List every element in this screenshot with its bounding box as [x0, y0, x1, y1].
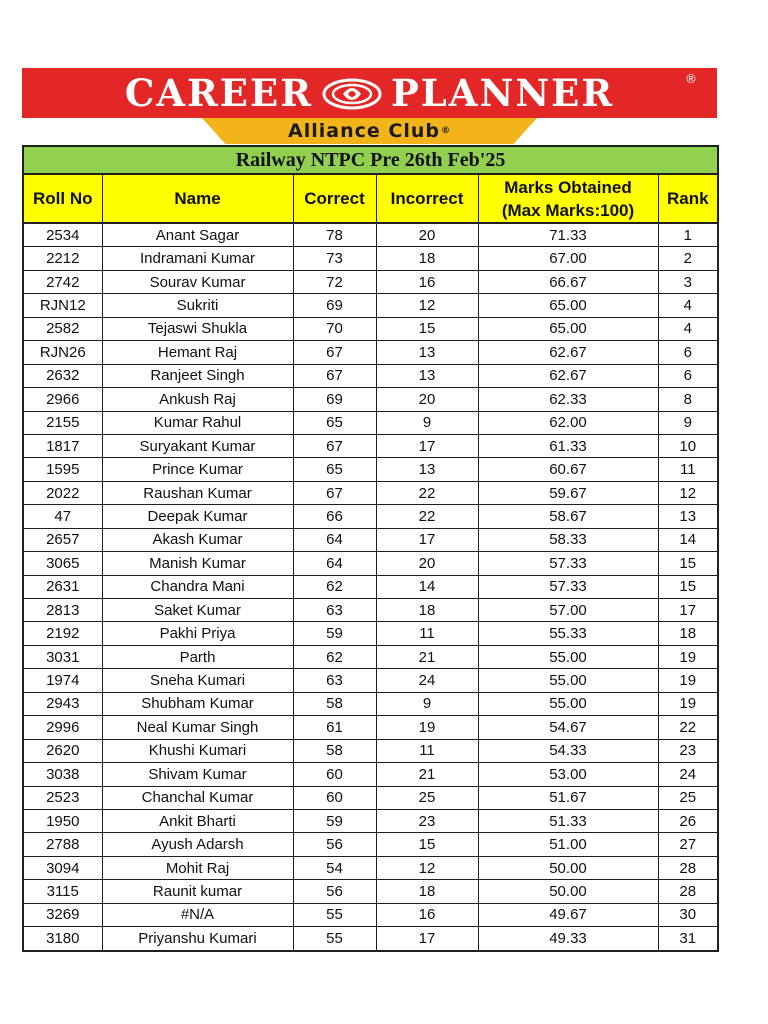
roll-no-cell: 3094	[23, 856, 102, 879]
rank-cell: 4	[658, 317, 718, 340]
incorrect-cell: 22	[376, 505, 478, 528]
marks-cell: 49.67	[478, 903, 658, 926]
rank-cell: 10	[658, 434, 718, 457]
incorrect-cell: 13	[376, 458, 478, 481]
name-cell: Akash Kumar	[102, 528, 293, 551]
marks-cell: 65.00	[478, 317, 658, 340]
marks-cell: 58.67	[478, 505, 658, 528]
marks-cell: 54.67	[478, 716, 658, 739]
rank-cell: 2	[658, 247, 718, 270]
rank-cell: 26	[658, 809, 718, 832]
roll-no-cell: 3038	[23, 763, 102, 786]
table-header-row	[23, 174, 718, 223]
rank-cell: 17	[658, 599, 718, 622]
rank-cell: 4	[658, 294, 718, 317]
name-cell: Tejaswi Shukla	[102, 317, 293, 340]
rank-cell: 18	[658, 622, 718, 645]
incorrect-cell: 18	[376, 880, 478, 903]
marks-cell: 61.33	[478, 434, 658, 457]
correct-cell: 56	[293, 833, 376, 856]
roll-no-cell: 1974	[23, 669, 102, 692]
marks-cell: 62.00	[478, 411, 658, 434]
rank-cell: 22	[658, 716, 718, 739]
roll-no-cell: 2632	[23, 364, 102, 387]
name-cell: Chanchal Kumar	[102, 786, 293, 809]
incorrect-cell: 24	[376, 669, 478, 692]
roll-no-cell: 2631	[23, 575, 102, 598]
results-table	[22, 145, 719, 952]
table-row	[23, 645, 718, 668]
rank-cell: 6	[658, 341, 718, 364]
incorrect-cell: 23	[376, 809, 478, 832]
marks-cell: 51.33	[478, 809, 658, 832]
name-cell: Sneha Kumari	[102, 669, 293, 692]
brand-banner	[22, 68, 717, 145]
roll-no-cell: 2155	[23, 411, 102, 434]
roll-no-cell: 3115	[23, 880, 102, 903]
roll-no-cell: 2212	[23, 247, 102, 270]
incorrect-cell: 18	[376, 247, 478, 270]
marks-cell: 62.33	[478, 388, 658, 411]
career-planner-logo-icon	[321, 76, 383, 110]
roll-no-cell: 3180	[23, 927, 102, 951]
name-cell: Khushi Kumari	[102, 739, 293, 762]
marks-cell: 66.67	[478, 270, 658, 293]
correct-cell: 67	[293, 434, 376, 457]
table-row	[23, 364, 718, 387]
table-row	[23, 552, 718, 575]
name-cell: Mohit Raj	[102, 856, 293, 879]
incorrect-cell: 12	[376, 294, 478, 317]
rank-cell: 28	[658, 856, 718, 879]
brand-left-word: CAREER	[124, 71, 313, 115]
correct-cell: 63	[293, 669, 376, 692]
table-row	[23, 388, 718, 411]
name-cell: Manish Kumar	[102, 552, 293, 575]
rank-cell: 24	[658, 763, 718, 786]
name-cell: #N/A	[102, 903, 293, 926]
rank-cell: 13	[658, 505, 718, 528]
table-row	[23, 575, 718, 598]
table-row	[23, 833, 718, 856]
rank-cell: 19	[658, 692, 718, 715]
column-header-name: Name	[102, 174, 293, 223]
correct-cell: 73	[293, 247, 376, 270]
incorrect-cell: 21	[376, 645, 478, 668]
incorrect-cell: 11	[376, 739, 478, 762]
marks-cell: 55.00	[478, 669, 658, 692]
table-body	[23, 223, 718, 951]
correct-cell: 62	[293, 575, 376, 598]
name-cell: Ankit Bharti	[102, 809, 293, 832]
roll-no-cell: 2582	[23, 317, 102, 340]
table-row	[23, 763, 718, 786]
rank-cell: 1	[658, 223, 718, 247]
rank-cell: 6	[658, 364, 718, 387]
correct-cell: 67	[293, 364, 376, 387]
correct-cell: 58	[293, 692, 376, 715]
correct-cell: 70	[293, 317, 376, 340]
name-cell: Prince Kumar	[102, 458, 293, 481]
column-header-incorrect: Incorrect	[376, 174, 478, 223]
name-cell: Kumar Rahul	[102, 411, 293, 434]
table-row	[23, 809, 718, 832]
correct-cell: 64	[293, 552, 376, 575]
correct-cell: 59	[293, 622, 376, 645]
marks-cell: 49.33	[478, 927, 658, 951]
table-row	[23, 481, 718, 504]
correct-cell: 69	[293, 388, 376, 411]
table-row	[23, 341, 718, 364]
table-row	[23, 599, 718, 622]
correct-cell: 59	[293, 809, 376, 832]
incorrect-cell: 15	[376, 317, 478, 340]
roll-no-cell: 1817	[23, 434, 102, 457]
roll-no-cell: 2523	[23, 786, 102, 809]
table-row	[23, 223, 718, 247]
correct-cell: 56	[293, 880, 376, 903]
incorrect-cell: 17	[376, 434, 478, 457]
incorrect-cell: 17	[376, 927, 478, 951]
roll-no-cell: 2996	[23, 716, 102, 739]
marks-cell: 55.00	[478, 645, 658, 668]
table-row	[23, 622, 718, 645]
correct-cell: 63	[293, 599, 376, 622]
table-row	[23, 411, 718, 434]
table-row	[23, 294, 718, 317]
marks-cell: 50.00	[478, 880, 658, 903]
column-header-rank: Rank	[658, 174, 718, 223]
correct-cell: 62	[293, 645, 376, 668]
correct-cell: 78	[293, 223, 376, 247]
incorrect-cell: 12	[376, 856, 478, 879]
roll-no-cell: 3269	[23, 903, 102, 926]
rank-cell: 15	[658, 575, 718, 598]
rank-cell: 31	[658, 927, 718, 951]
incorrect-cell: 20	[376, 223, 478, 247]
roll-no-cell: 2813	[23, 599, 102, 622]
roll-no-cell: 2788	[23, 833, 102, 856]
club-label: Alliance Club	[288, 120, 440, 142]
roll-no-cell: 2943	[23, 692, 102, 715]
rank-cell: 15	[658, 552, 718, 575]
incorrect-cell: 9	[376, 692, 478, 715]
club-registered-mark: ®	[440, 126, 451, 136]
incorrect-cell: 20	[376, 552, 478, 575]
incorrect-cell: 25	[376, 786, 478, 809]
incorrect-cell: 13	[376, 364, 478, 387]
marks-cell: 54.33	[478, 739, 658, 762]
incorrect-cell: 22	[376, 481, 478, 504]
rank-cell: 8	[658, 388, 718, 411]
table-row	[23, 856, 718, 879]
incorrect-cell: 18	[376, 599, 478, 622]
name-cell: Raushan Kumar	[102, 481, 293, 504]
name-cell: Suryakant Kumar	[102, 434, 293, 457]
name-cell: Ranjeet Singh	[102, 364, 293, 387]
table-row	[23, 458, 718, 481]
marks-cell: 55.00	[478, 692, 658, 715]
incorrect-cell: 16	[376, 270, 478, 293]
correct-cell: 55	[293, 903, 376, 926]
rank-cell: 27	[658, 833, 718, 856]
incorrect-cell: 9	[376, 411, 478, 434]
roll-no-cell: 3065	[23, 552, 102, 575]
marks-cell: 51.67	[478, 786, 658, 809]
rank-cell: 25	[658, 786, 718, 809]
roll-no-cell: 2742	[23, 270, 102, 293]
table-row	[23, 903, 718, 926]
table-row	[23, 434, 718, 457]
name-cell: Anant Sagar	[102, 223, 293, 247]
correct-cell: 58	[293, 739, 376, 762]
table-row	[23, 505, 718, 528]
correct-cell: 61	[293, 716, 376, 739]
incorrect-cell: 19	[376, 716, 478, 739]
roll-no-cell: 3031	[23, 645, 102, 668]
name-cell: Pakhi Priya	[102, 622, 293, 645]
roll-no-cell: 2022	[23, 481, 102, 504]
name-cell: Shubham Kumar	[102, 692, 293, 715]
rank-cell: 30	[658, 903, 718, 926]
roll-no-cell: RJN26	[23, 341, 102, 364]
club-name	[202, 118, 537, 144]
incorrect-cell: 20	[376, 388, 478, 411]
table-row	[23, 739, 718, 762]
name-cell: Priyanshu Kumari	[102, 927, 293, 951]
name-cell: Ankush Raj	[102, 388, 293, 411]
marks-cell: 58.33	[478, 528, 658, 551]
table-row	[23, 692, 718, 715]
correct-cell: 64	[293, 528, 376, 551]
marks-cell: 50.00	[478, 856, 658, 879]
correct-cell: 69	[293, 294, 376, 317]
correct-cell: 60	[293, 763, 376, 786]
name-cell: Saket Kumar	[102, 599, 293, 622]
marks-cell: 59.67	[478, 481, 658, 504]
name-cell: Shivam Kumar	[102, 763, 293, 786]
table-title-row	[23, 146, 718, 174]
marks-cell: 57.00	[478, 599, 658, 622]
marks-cell: 51.00	[478, 833, 658, 856]
marks-cell: 67.00	[478, 247, 658, 270]
rank-cell: 14	[658, 528, 718, 551]
marks-cell: 57.33	[478, 575, 658, 598]
table-row	[23, 247, 718, 270]
rank-cell: 19	[658, 645, 718, 668]
roll-no-cell: 1950	[23, 809, 102, 832]
marks-cell: 55.33	[478, 622, 658, 645]
rank-cell: 9	[658, 411, 718, 434]
roll-no-cell: 2620	[23, 739, 102, 762]
name-cell: Parth	[102, 645, 293, 668]
incorrect-cell: 16	[376, 903, 478, 926]
incorrect-cell: 15	[376, 833, 478, 856]
correct-cell: 54	[293, 856, 376, 879]
incorrect-cell: 17	[376, 528, 478, 551]
table-row	[23, 317, 718, 340]
correct-cell: 55	[293, 927, 376, 951]
column-header-roll-no: Roll No	[23, 174, 102, 223]
correct-cell: 65	[293, 411, 376, 434]
roll-no-cell: 2192	[23, 622, 102, 645]
marks-cell: 71.33	[478, 223, 658, 247]
incorrect-cell: 11	[376, 622, 478, 645]
correct-cell: 66	[293, 505, 376, 528]
rank-cell: 23	[658, 739, 718, 762]
correct-cell: 67	[293, 341, 376, 364]
table-row	[23, 786, 718, 809]
table-row	[23, 528, 718, 551]
name-cell: Neal Kumar Singh	[102, 716, 293, 739]
table-row	[23, 716, 718, 739]
table-row	[23, 270, 718, 293]
column-header-marks: Marks Obtained (Max Marks:100)	[478, 174, 658, 223]
registered-mark: ®	[685, 72, 697, 86]
incorrect-cell: 21	[376, 763, 478, 786]
name-cell: Ayush Adarsh	[102, 833, 293, 856]
roll-no-cell: RJN12	[23, 294, 102, 317]
table-title: Railway NTPC Pre 26th Feb'25	[23, 146, 718, 174]
roll-no-cell: 2534	[23, 223, 102, 247]
marks-cell: 65.00	[478, 294, 658, 317]
name-cell: Sukriti	[102, 294, 293, 317]
name-cell: Deepak Kumar	[102, 505, 293, 528]
rank-cell: 28	[658, 880, 718, 903]
correct-cell: 60	[293, 786, 376, 809]
roll-no-cell: 2966	[23, 388, 102, 411]
column-header-correct: Correct	[293, 174, 376, 223]
marks-cell: 53.00	[478, 763, 658, 786]
name-cell: Raunit kumar	[102, 880, 293, 903]
name-cell: Chandra Mani	[102, 575, 293, 598]
name-cell: Indramani Kumar	[102, 247, 293, 270]
incorrect-cell: 14	[376, 575, 478, 598]
brand-right-word: PLANNER	[390, 71, 615, 115]
name-cell: Hemant Raj	[102, 341, 293, 364]
rank-cell: 12	[658, 481, 718, 504]
incorrect-cell: 13	[376, 341, 478, 364]
roll-no-cell: 47	[23, 505, 102, 528]
brand-name	[22, 68, 717, 118]
table-row	[23, 927, 718, 951]
roll-no-cell: 1595	[23, 458, 102, 481]
marks-cell: 62.67	[478, 364, 658, 387]
result-sheet	[22, 68, 717, 952]
marks-cell: 60.67	[478, 458, 658, 481]
correct-cell: 72	[293, 270, 376, 293]
name-cell: Sourav Kumar	[102, 270, 293, 293]
rank-cell: 19	[658, 669, 718, 692]
correct-cell: 67	[293, 481, 376, 504]
marks-cell: 62.67	[478, 341, 658, 364]
marks-cell: 57.33	[478, 552, 658, 575]
table-row	[23, 880, 718, 903]
roll-no-cell: 2657	[23, 528, 102, 551]
rank-cell: 3	[658, 270, 718, 293]
rank-cell: 11	[658, 458, 718, 481]
table-row	[23, 669, 718, 692]
correct-cell: 65	[293, 458, 376, 481]
